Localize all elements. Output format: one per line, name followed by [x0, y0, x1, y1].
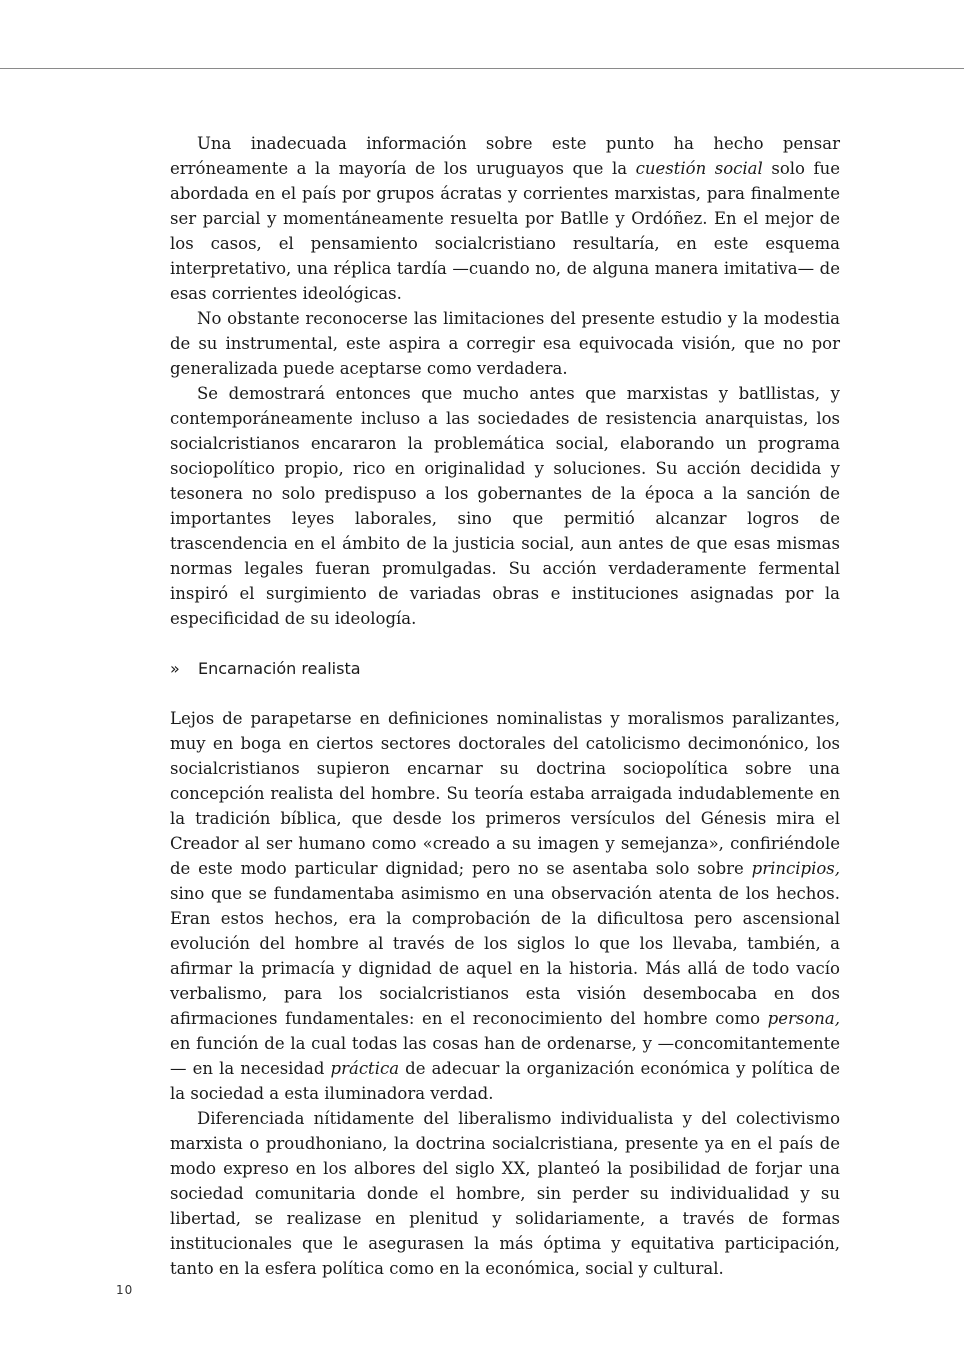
header-rule	[0, 68, 964, 69]
paragraph-4-text-b: sino que se fundamentaba asimismo en una observación atenta de los hechos. Eran estos hechos, era la comprobación de la dificultosa pero ascensional evolución del hombre al través de los siglos lo que los llevaba, también, a afirmar la primacía y dignidad de aquel en la historia. Más allá de todo vacío verbalismo, para los socialcristianos esta visión desembocaba en dos afirmaciones fundamentales: en el reconocimiento del hombre como	[170, 884, 840, 1028]
page-body	[170, 131, 840, 1281]
paragraph-4-text-d: de adecuar la organización económica y política de la sociedad a esta iluminadora verdad.	[170, 1059, 840, 1103]
paragraph-2: No obstante reconocerse las limitaciones del presente estudio y la modestia de su instrumental, este aspira a corregir esa equivocada visión, que no por generalizada puede aceptarse como verdadera.	[170, 309, 840, 378]
paragraph-4-emphasis-3: práctica	[330, 1059, 400, 1078]
paragraph-1-text-b: solo fue abordada en el país por grupos ácratas y corrientes marxistas, para finalmente ser parcial y momentáneamente resuelta por Batlle y Ordóñez. En el mejor de los casos, el pensamiento socialcristiano resultaría, en este esquema interpretativo, una réplica tardía —cuando no, de alguna manera imitativa— de esas corrientes ideológicas.	[170, 159, 841, 303]
paragraph-4-text-c: en función de la cual todas las cosas han de ordenarse, y —concomitantemente— en la necesidad	[170, 1034, 840, 1078]
paragraph-3: Se demostrará entonces que mucho antes que marxistas y batllistas, y contemporáneamente incluso a las sociedades de resistencia anarquistas, los socialcristianos encararon la problemática social, elaborando un programa sociopolítico propio, rico en originalidad y soluciones. Su acción decidida y tesonera no solo predispuso a los gobernantes de la época a la sanción de importantes leyes laborales, sino que permitió alcanzar logros de trascendencia en el ámbito de la justicia social, aun antes de que esas mismas normas legales fueran promulgadas. Su acción verdaderamente fermental inspiró el surgimiento de variadas obras e instituciones asignadas por la especificidad de su ideología.	[170, 384, 840, 628]
paragraph-4	[170, 706, 840, 1106]
paragraph-1-emphasis: cuestión social	[635, 159, 763, 178]
paragraph-1	[170, 131, 840, 306]
section-heading	[170, 656, 840, 706]
page-number: 10	[116, 1283, 134, 1297]
paragraph-1-text-a: Una inadecuada información sobre este punto ha hecho pensar erróneamente a la mayoría de los uruguayos que la	[170, 134, 840, 178]
heading-marker-icon: »	[170, 659, 180, 678]
paragraph-4-emphasis-1: principios,	[751, 859, 840, 878]
paragraph-4-text-a: Lejos de parapetarse en definiciones nominalistas y moralismos paralizantes, muy en boga en ciertos sectores doctorales del catolicismo decimonónico, los socialcristianos supieron encarnar su doctrina sociopolítica sobre una concepción realista del hombre. Su teoría estaba arraigada indudablemente en la tradición bíblica, que desde los primeros versículos del Génesis mira el Creador al ser humano como «creado a su imagen y semejanza», confiriéndole de este modo particular dignidad; pero no se asentaba solo sobre	[170, 709, 840, 878]
paragraph-4-emphasis-2: persona,	[767, 1009, 840, 1028]
section-heading-title: Encarnación realista	[198, 659, 361, 678]
paragraph-5: Diferenciada nítidamente del liberalismo individualista y del colectivismo marxista o proudhoniano, la doctrina socialcristiana, presente ya en el país de modo expreso en los albores del siglo XX, planteó la posibilidad de forjar una sociedad comunitaria donde el hombre, sin perder su individualidad y su libertad, se realizase en plenitud y solidariamente, a través de formas institucionales que le asegurasen la más óptima y equitativa participación, tanto en la esfera política como en la económica, social y cultural.	[170, 1109, 840, 1278]
